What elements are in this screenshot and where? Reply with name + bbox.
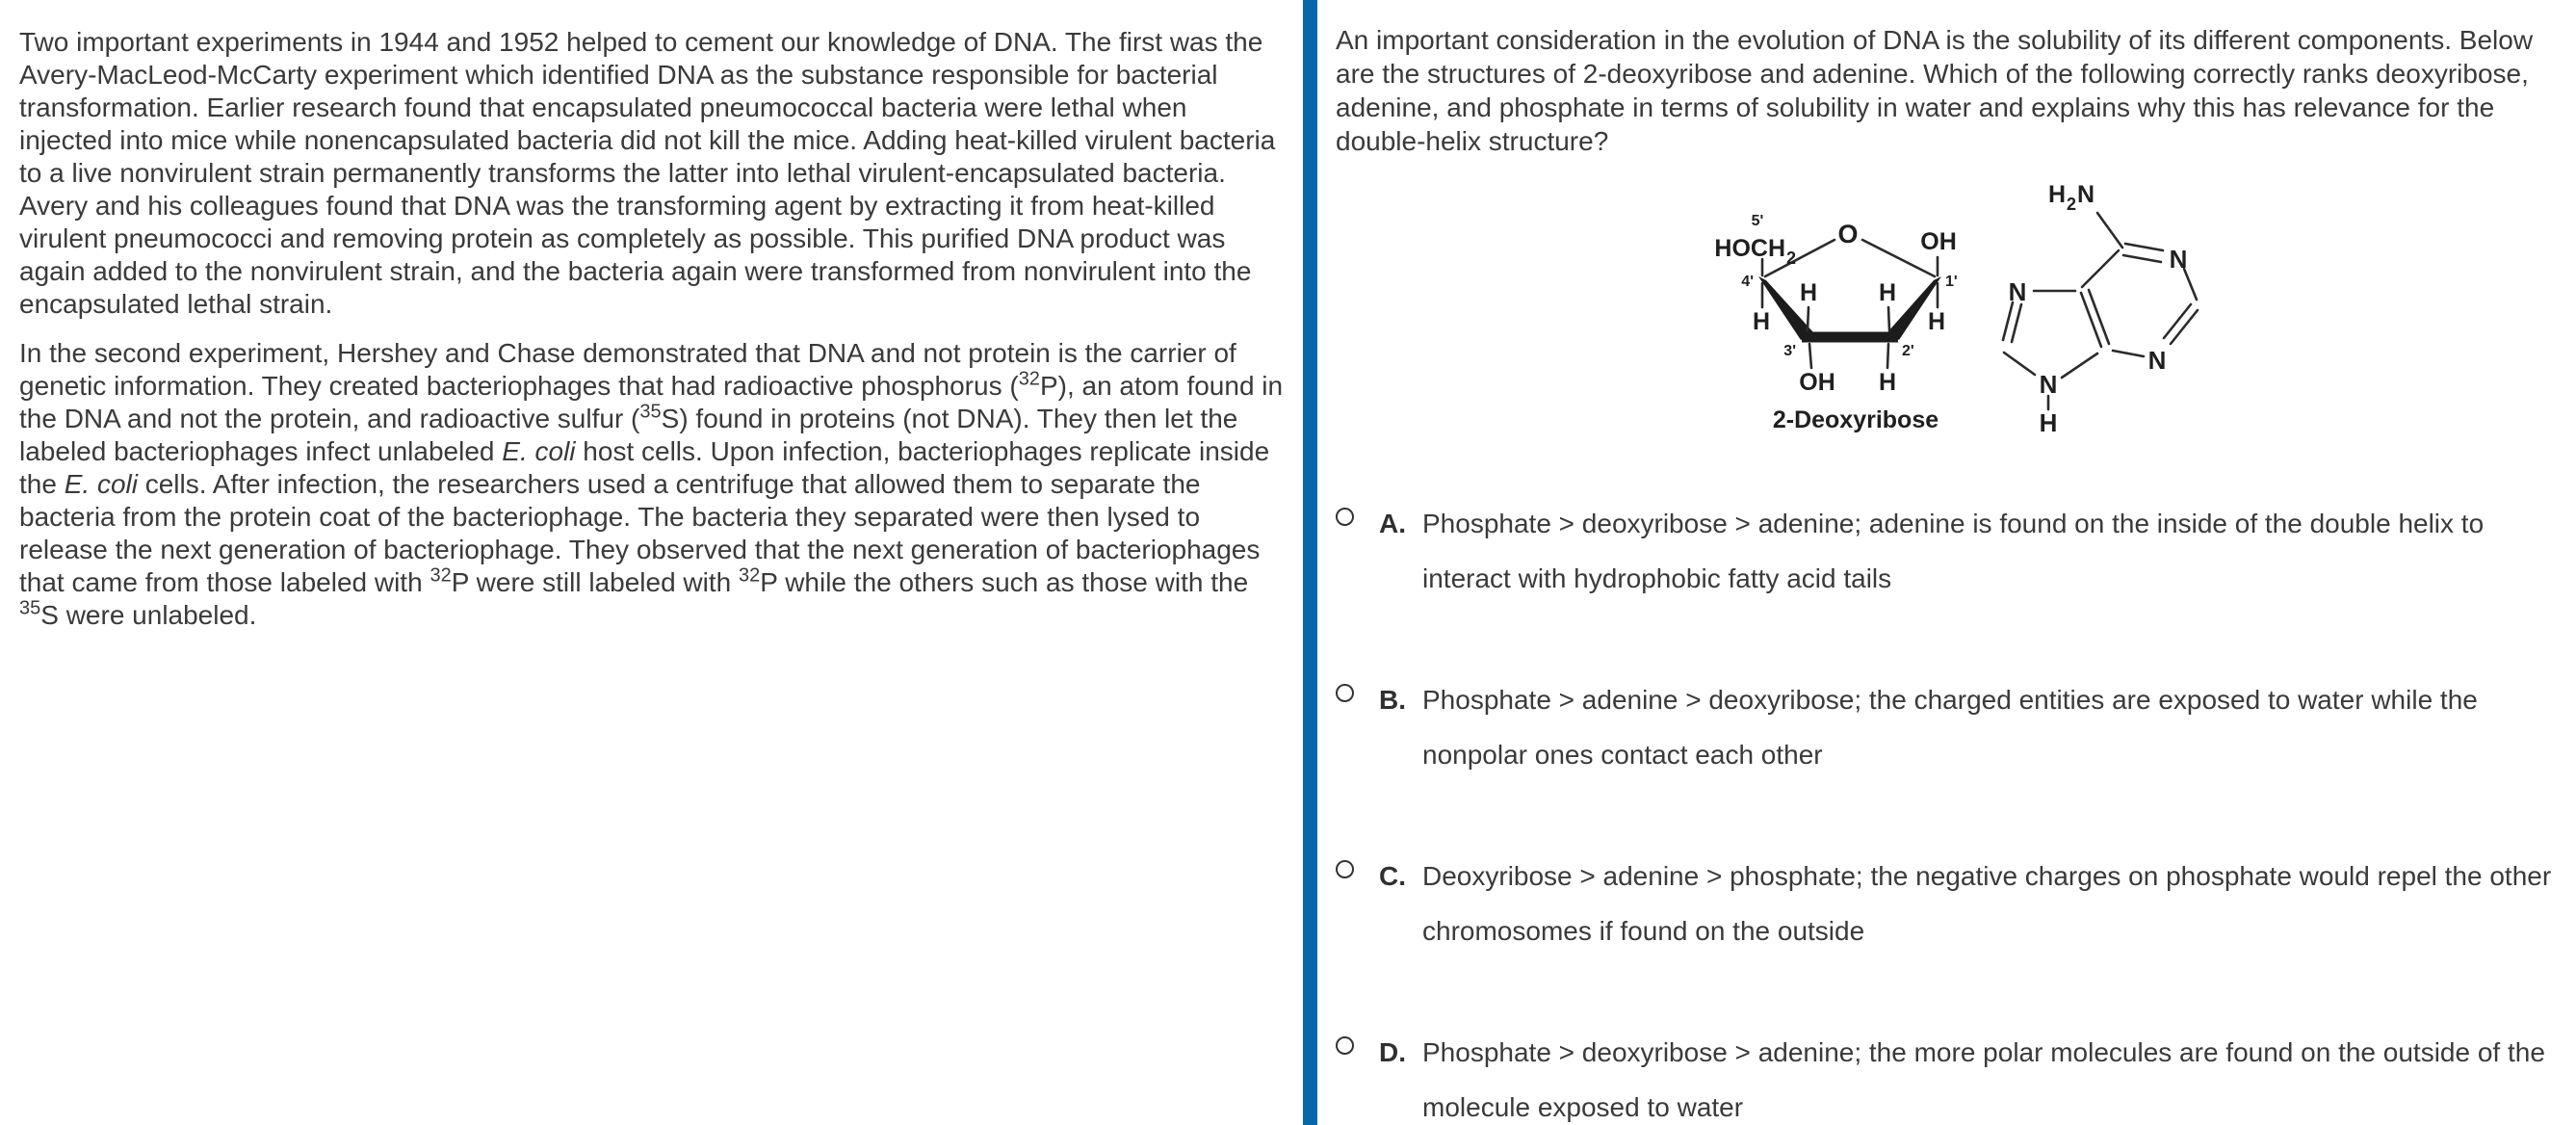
option-row-a[interactable] — [1336, 496, 2570, 606]
option-text: Phosphate > deoxyribose > adenine; adenine is found on the inside of the double helix to interact with hydrophobic fatty acid tails — [1422, 509, 2485, 593]
passage-paragraph-2: In the second experiment, Hershey and Chase demonstrated that DNA and not protein is the carrier of genetic information. They created bacteriophages that had radioactive phosphorus ($^{32}$P), an atom found in the DNA and not the protein, and radioactive sulfur ($^{35}$S) found in proteins (not DNA). They then let the labeled bacteriophages infect unlabeled E. coli host cells. Upon infection, bacteriophages replicate inside the E. coli cells. After infection, the researchers used a centrifuge that allowed them to separate the bacteria from the protein coat of the bacteriophage. The bacteria they separated were then lysed to release the next generation of bacteriophage. They observed that the next generation of bacteriophages that came from those labeled with $^{32}$P were still labeled with $^{32}$P while the others such as those with the $^{35}$S were unlabeled. — [19, 338, 1284, 630]
label-h-c2-up: H — [1878, 279, 1897, 306]
radio-button-b[interactable] — [1336, 684, 1354, 702]
label-amino-n: N — [2077, 181, 2095, 208]
question-stem: An important consideration in the evolution of DNA is the solubility of its different components. Below are the structures of 2-deoxyribose and adenine. Which of the following correctly ranks deoxyribose, adenine, and phosphate in terms of solubility in water and explains why this has relevance for the double-helix structure? — [1336, 25, 2534, 156]
option-letter: A. — [1379, 509, 1406, 538]
label-n7: N — [2008, 277, 2027, 306]
label-n1: N — [2169, 245, 2188, 274]
option-letter: D. — [1379, 1037, 1406, 1067]
label-2-prime: 2' — [1902, 343, 1914, 359]
molecular-structures-figure — [1673, 164, 2251, 453]
option-letter: C. — [1379, 861, 1406, 891]
label-hoch-sub: 2 — [1786, 249, 1797, 268]
option-text: Phosphate > deoxyribose > adenine; the more polar molecules are found on the outside of the molecule exposed to water — [1422, 1037, 2545, 1122]
label-amino-h: H — [2047, 181, 2066, 208]
option-text: Deoxyribose > adenine > phosphate; the negative charges on phosphate would repel the other chromosomes if found on the outside — [1422, 861, 2552, 946]
label-n9: N — [2039, 370, 2058, 399]
label-1-prime: 1' — [1945, 274, 1958, 290]
option-letter: B. — [1379, 685, 1406, 715]
deoxyribose-structure — [1714, 213, 1957, 433]
panel-divider — [1303, 0, 1317, 1125]
question-panel — [1317, 0, 2576, 1125]
option-row-d[interactable] — [1336, 1025, 2570, 1125]
label-3-prime: 3' — [1783, 343, 1796, 359]
label-5-prime: 5' — [1751, 213, 1764, 229]
radio-button-c[interactable] — [1336, 860, 1354, 878]
option-row-c[interactable] — [1336, 849, 2570, 958]
label-4-prime: 4' — [1741, 274, 1754, 290]
label-ring-oxygen: O — [1837, 220, 1859, 249]
option-text: Phosphate > adenine > deoxyribose; the charged entities are exposed to water while the nonpolar ones contact each other — [1422, 685, 2478, 770]
label-h-c3-up: H — [1799, 279, 1818, 306]
label-h-bottom: H — [1878, 369, 1897, 396]
label-hoch: HOCH — [1714, 235, 1785, 262]
label-oh-top: OH — [1920, 228, 1957, 255]
passage-paragraph-1: Two important experiments in 1944 and 1952 helped to cement our knowledge of DNA. The first was the Avery-MacLeod-McCarty experiment which identified DNA as the substance responsible for bacterial transformation. Earlier research found that encapsulated pneumococcal bacteria were lethal when injected into mice while nonencapsulated bacteria did not kill the mice. Adding heat-killed virulent bacteria to a live nonvirulent strain permanently transforms the latter into lethal virulent-encapsulated bacteria. Avery and his colleagues found that DNA was the transforming agent by extracting it from heat-killed virulent pneumococci and removing protein as completely as possible. This purified DNA product was again added to the nonvirulent strain, and the bacteria again were transformed from nonvirulent into the encapsulated lethal strain. — [19, 27, 1276, 319]
radio-button-d[interactable] — [1336, 1036, 1354, 1055]
label-h-c4-down: H — [1752, 308, 1771, 335]
adenine-bonds — [2003, 213, 2198, 409]
option-row-b[interactable] — [1336, 672, 2570, 782]
label-oh-bottom: OH — [1799, 369, 1835, 396]
figure-caption: 2-Deoxyribose — [1772, 406, 1939, 433]
label-h-c1-down: H — [1927, 308, 1946, 335]
label-amino-sub: 2 — [2067, 195, 2077, 214]
answer-options — [1336, 496, 2570, 1125]
label-n9-h: H — [2039, 408, 2058, 437]
radio-button-a[interactable] — [1336, 508, 1354, 526]
adenine-labels — [2009, 181, 2188, 437]
structures-svg — [1673, 164, 2251, 453]
adenine-structure — [2003, 181, 2198, 437]
label-n3: N — [2147, 346, 2167, 375]
